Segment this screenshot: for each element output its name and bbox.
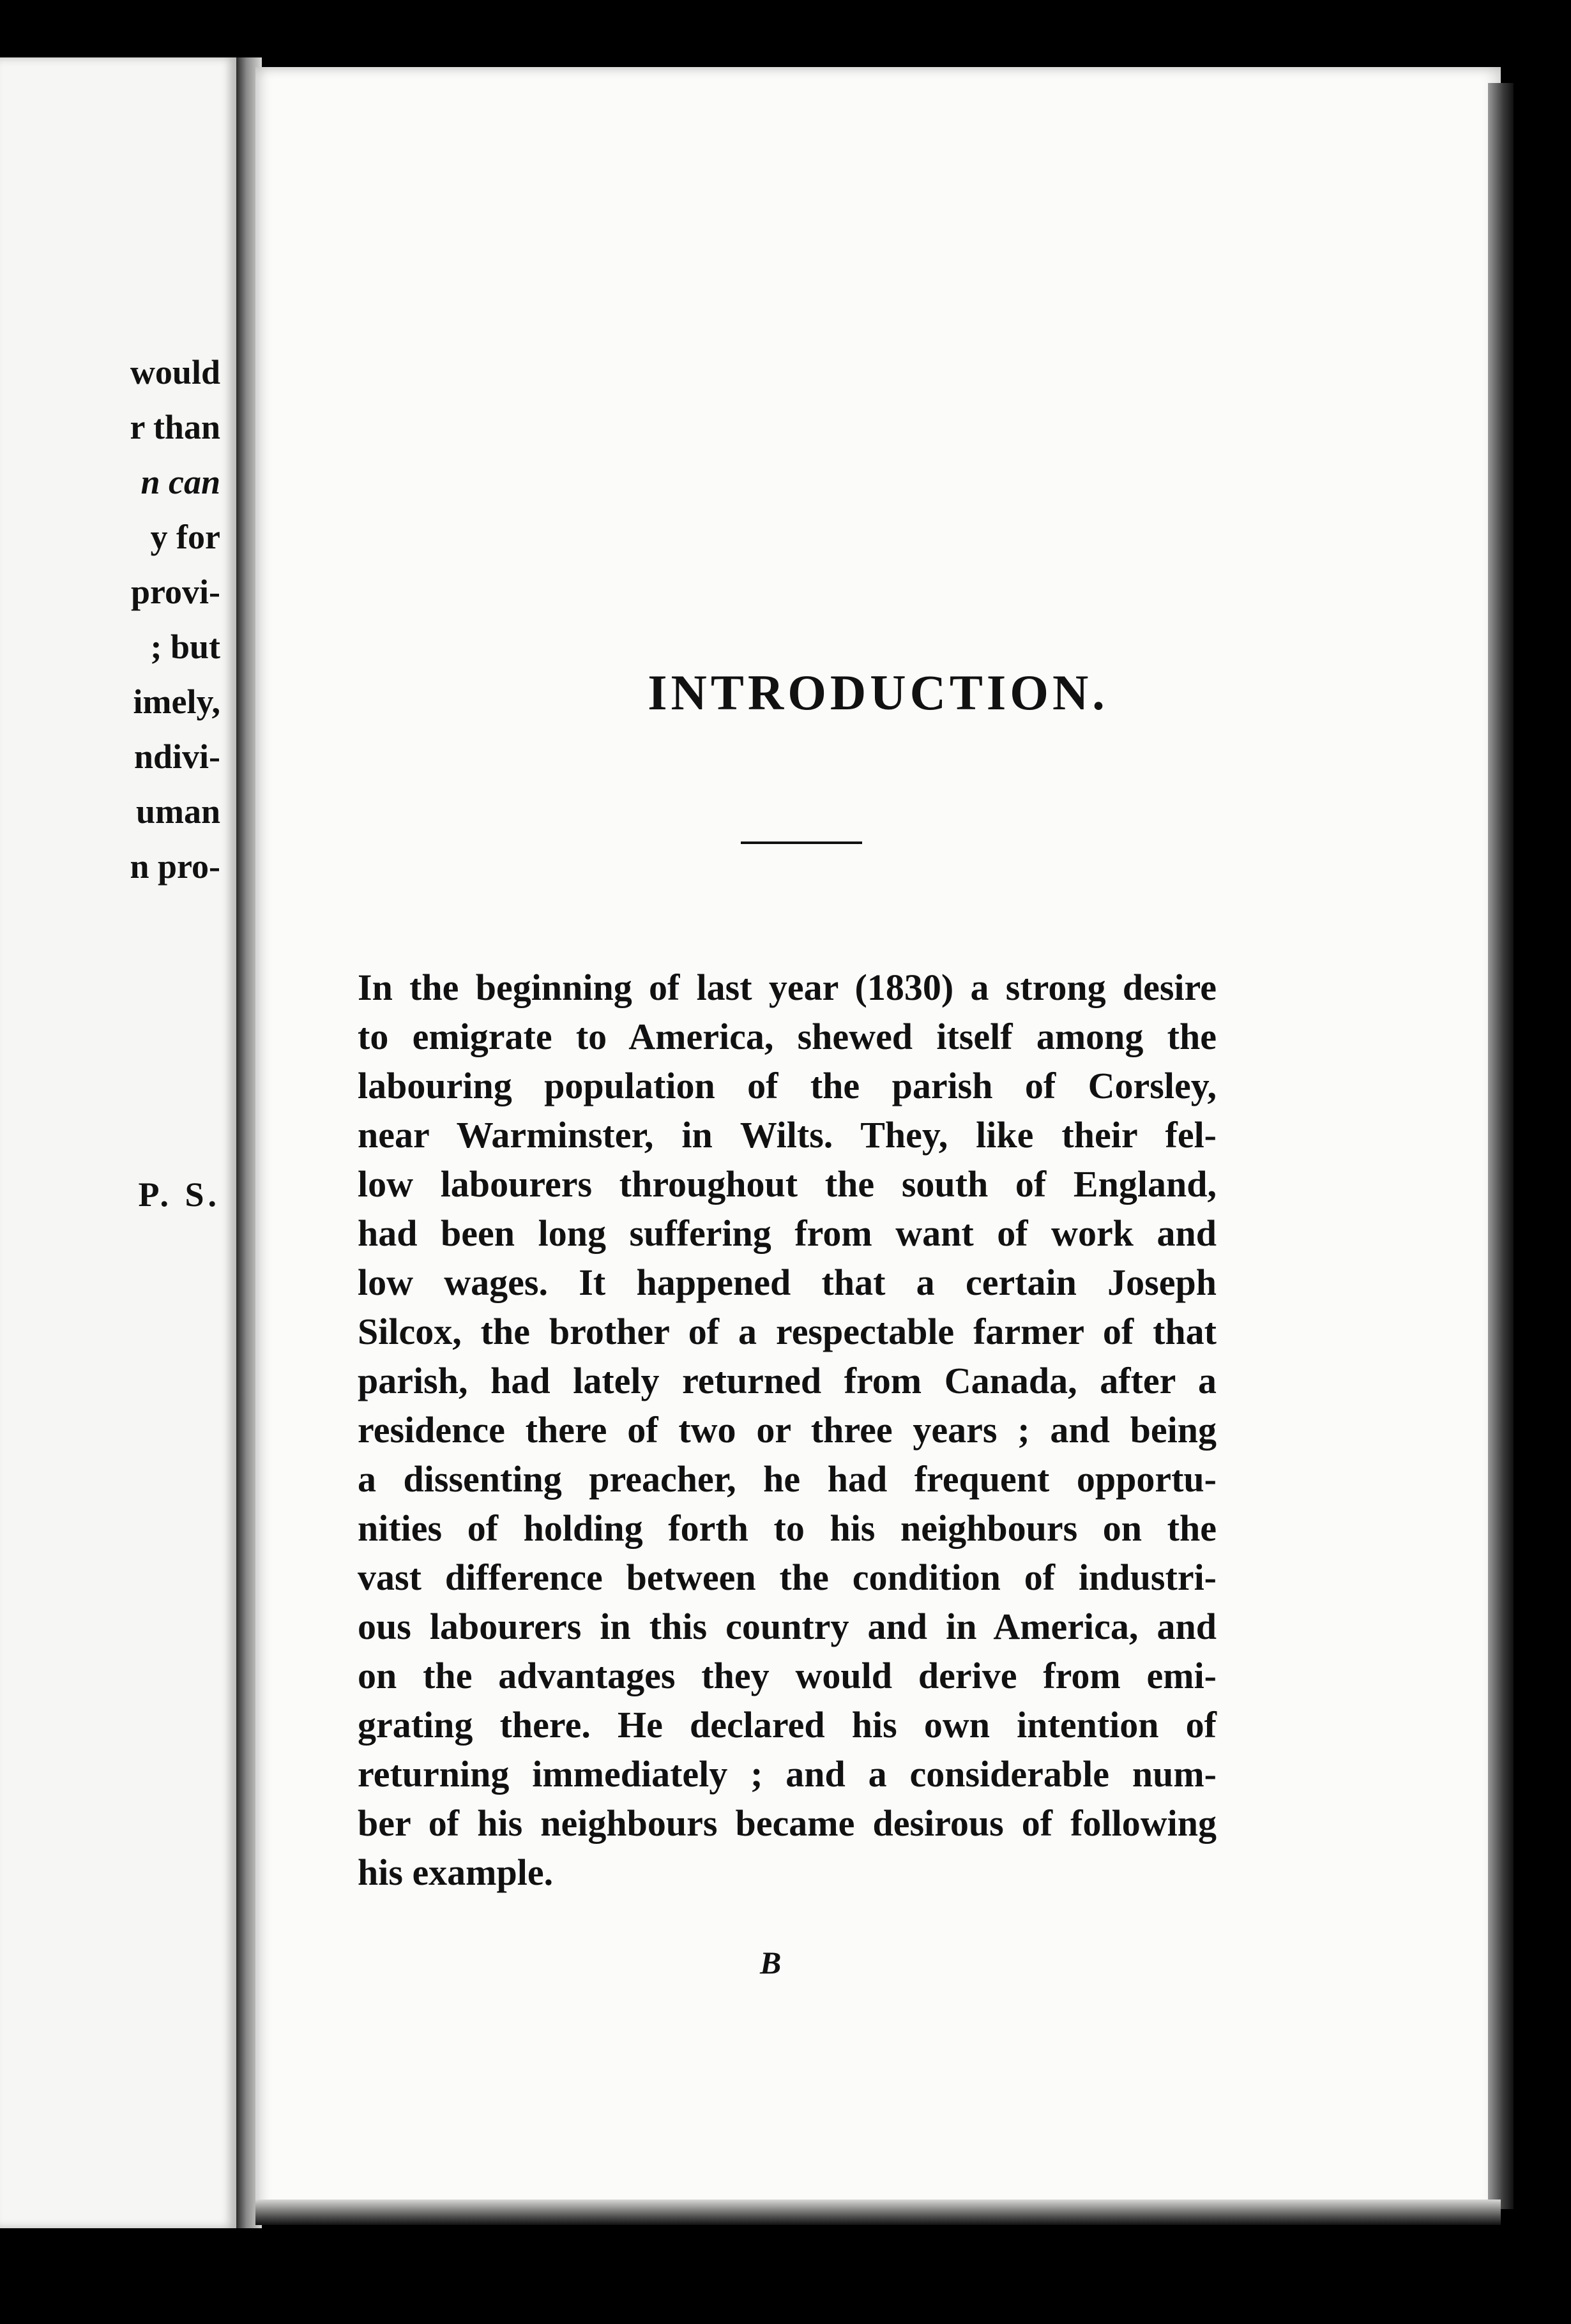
text-line: In the beginning of last year (1830) a strong desire	[358, 967, 1217, 1008]
text-line: ber of his neighbours became desirous of following	[358, 1802, 1217, 1844]
text-line: low labourers throughout the south of England,	[358, 1163, 1217, 1205]
left-fragment-2: r than	[130, 408, 220, 446]
text-line: a dissenting preacher, he had frequent opportu-	[358, 1458, 1217, 1500]
text-line: Silcox, the brother of a respectable farmer of that	[358, 1311, 1217, 1352]
page-right-edge	[1488, 83, 1514, 2209]
text-line: parish, had lately returned from Canada, after a	[358, 1360, 1217, 1401]
left-fragment-3: n can	[140, 463, 220, 501]
previous-page-fragment	[0, 57, 236, 2228]
left-fragment-10: n pro-	[130, 847, 220, 886]
page-bottom-edge	[255, 2200, 1501, 2225]
page-title: INTRODUCTION.	[648, 665, 1109, 720]
left-fragment-5: provi-	[130, 573, 220, 611]
left-fragment-9: uman	[135, 792, 220, 831]
text-line: grating there. He declared his own intention of	[358, 1704, 1217, 1746]
text-line: ous labourers in this country and in America, and	[358, 1606, 1217, 1647]
left-fragment-1: would	[130, 353, 220, 391]
left-fragment-6: ; but	[150, 628, 220, 666]
text-line: vast difference between the condition of industri-	[358, 1557, 1217, 1598]
body-paragraph	[358, 963, 1217, 1897]
left-fragment-8: ndivi-	[133, 737, 220, 776]
text-line: residence there of two or three years ; and being	[358, 1409, 1217, 1451]
text-line: his example.	[358, 1852, 554, 1893]
text-line: returning immediately ; and a considerable num-	[358, 1753, 1217, 1795]
text-line: had been long suffering from want of work and	[358, 1212, 1217, 1254]
text-line: on the advantages they would derive from emi-	[358, 1655, 1217, 1696]
left-fragment-4: y for	[150, 518, 220, 556]
text-line: low wages. It happened that a certain Joseph	[358, 1262, 1217, 1303]
text-line: labouring population of the parish of Corsley,	[358, 1065, 1217, 1106]
title-rule	[741, 841, 862, 844]
text-line: to emigrate to America, shewed itself among the	[358, 1016, 1217, 1057]
text-line: nities of holding forth to his neighbours on the	[358, 1507, 1217, 1549]
left-fragment-ps: P. S.	[138, 1175, 220, 1214]
text-line: near Warminster, in Wilts. They, like their fel-	[358, 1114, 1217, 1156]
left-fragment-7: imely,	[133, 683, 220, 721]
signature-mark: B	[760, 1945, 782, 1981]
